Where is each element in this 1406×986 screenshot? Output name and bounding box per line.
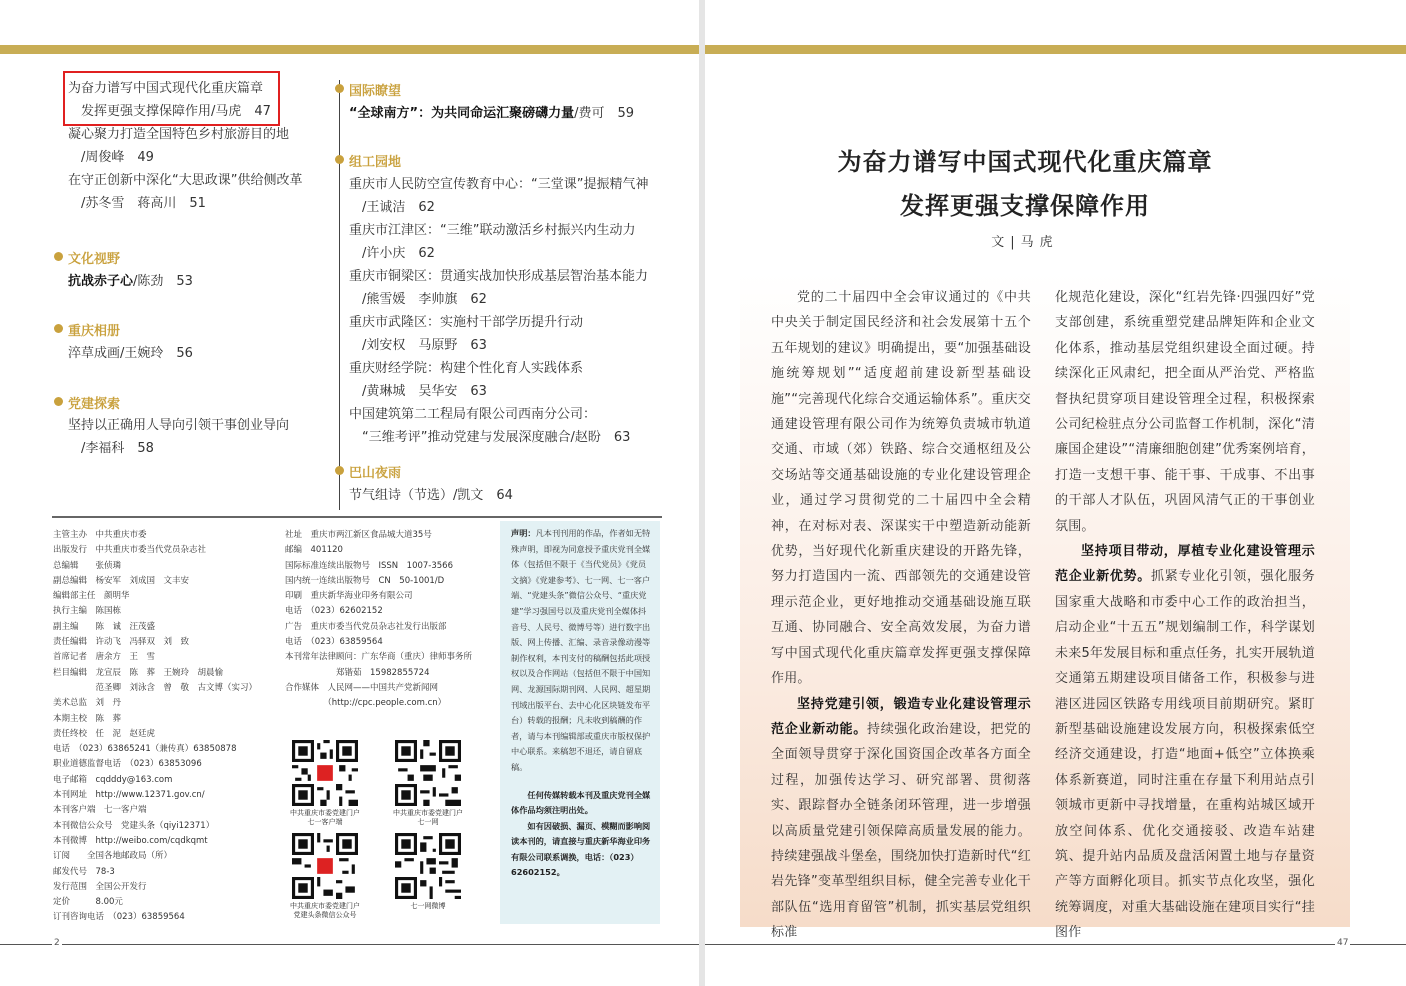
section-title-bashan: 巴山夜雨 xyxy=(349,466,402,481)
toc-item[interactable] xyxy=(68,414,289,460)
left-page xyxy=(0,0,699,986)
section-title-album: 重庆相册 xyxy=(68,324,121,339)
toc-item-author: /李福科 58 xyxy=(68,441,154,456)
toc-line[interactable]: “三维考评”推动党建与发展深度融合/赵盼 63 xyxy=(349,430,631,445)
toc-line[interactable]: 中国建筑第二工程局有限公司西南分公司： xyxy=(349,407,597,422)
declaration-label: 声明： xyxy=(511,528,536,538)
article-byline: 文|马虎 xyxy=(991,235,1059,250)
qr-code-icon[interactable] xyxy=(395,740,461,806)
section-title-culture: 文化视野 xyxy=(68,252,121,267)
toc-item-title: 在守正创新中深化“大思政课”供给侧改革 xyxy=(68,173,303,188)
toc-line[interactable]: 重庆市江津区：“三维”联动激活乡村振兴内生动力 xyxy=(349,223,636,238)
toc-item[interactable] xyxy=(68,169,302,215)
toc-line[interactable]: /刘安权 马原野 63 xyxy=(349,338,487,353)
toc-item[interactable] xyxy=(349,102,634,125)
section-title-organization: 组工园地 xyxy=(349,155,402,170)
page-number: 47 xyxy=(1337,938,1349,948)
article-title-line1: 为奋力谱写中国式现代化重庆篇章 xyxy=(837,148,1213,176)
qr-code-icon[interactable] xyxy=(292,740,358,806)
section-title-party: 党建探索 xyxy=(68,397,121,412)
article-title-line2: 发挥更强支撑保障作用 xyxy=(900,192,1150,220)
toc-item-title: 淬草成画/王婉玲 56 xyxy=(68,346,193,361)
replacement-note: 如有因破损、漏页、模糊而影响阅读本刊的，请直接与重庆新华海业印务有限公司联系调换，电话：（023）62602152。 xyxy=(511,820,651,878)
toc-item-title: 抗战赤子心 xyxy=(68,274,134,289)
section-title-international: 国际瞭望 xyxy=(349,84,402,99)
toc-line[interactable]: /王诚洁 62 xyxy=(349,200,435,215)
toc-item[interactable] xyxy=(68,342,193,365)
right-gold-bar xyxy=(705,45,1406,54)
toc-divider xyxy=(339,80,340,510)
declaration-text: 凡本刊刊用的作品，作者如无特殊声明，即视为同意授予重庆党刊全媒体（包括但不限于《当代党员》《党员文摘》《党建参考》、七一网、七一客户端、“党建头条”微信公众号、“重庆党建”学习强国号以及重庆党刊全媒体抖音号、人民号、微博号等）进行数字出版、网上传播、汇编、录音录像动漫等制作权利，本刊支付的稿酬包括此项授权以及合作网站（包括但不限于中国知网、龙源国际期刊网、人民网、超星期刊域出版平台、去中心化区块链发布平台）转载的报酬；凡未收到稿酬的作者，请与本刊编辑部或重庆市版权保护中心联系。来稿恕不退还，请自留底稿。 xyxy=(511,528,651,772)
toc-line[interactable]: 重庆市武隆区：实施村干部学历提升行动 xyxy=(349,315,584,330)
toc-item[interactable] xyxy=(68,270,193,293)
toc-list-organization xyxy=(349,173,648,449)
qr-caption: 中共重庆市委党建门户 七一网 xyxy=(393,809,463,826)
qr-caption: 中共重庆市委党建门户 七一客户端 xyxy=(290,809,360,826)
toc-line[interactable]: /黄琳城 吴华安 63 xyxy=(349,384,487,399)
toc-line[interactable]: 重庆财经学院：构建个性化育人实践体系 xyxy=(349,361,584,376)
section-bullet-icon xyxy=(54,397,63,406)
toc-item[interactable] xyxy=(349,484,513,507)
qr-code-icon[interactable] xyxy=(292,833,358,899)
qr-caption: 七一网微博 xyxy=(410,902,446,910)
toc-item-title: 坚持以正确用人导向引领干事创业导向 xyxy=(68,418,290,433)
toc-item-author: /周俊峰 49 xyxy=(68,150,154,165)
masthead-info: 主管主办 中共重庆市委 出版发行 中共重庆市委当代党员杂志社 总编辑 张侦璘 副总编辑 杨安军 刘成国 文丰安 编辑部主任 颜明华 执行主编 陈国栋 副主编 陈 诚 汪茂盛 责任编辑 许动飞 冯驿双 刘 致 首席记者 唐余方 王 雪 栏目编辑 龙宣辰 陈 葬 王婉玲 胡晨愉 范圣卿 刘泳含 曾 敬 古文博（实习） 美术总监 刘 丹 本期主校 陈 葬 责任终校 任 泥 赵廷虎 电话 （023）63865241（兼传真）63850878 职业道德监督电话 （023）63853096 电子邮箱 cqdddy@163.com 本刊网址 http://www.12371.gov.cn/ 本刊客户端 七一客户端 本刊微信公众号 党建头条（qiyi12371） 本刊微博 http://weibo.com/cqdkqmt 订阅 全国各地邮政局（所） 邮发代号 78-3 发行范围 全国公开发行 定价 8.00元 订刊咨询电话 （023）63859564 xyxy=(53,530,258,923)
toc-line[interactable]: /许小庆 62 xyxy=(349,246,435,261)
toc-item-title: 节气组诗（节选）/凯文 64 xyxy=(349,488,513,503)
qr-caption: 中共重庆市委党建门户 党建头条微信公众号 xyxy=(290,902,360,919)
toc-item[interactable] xyxy=(68,123,302,169)
toc-item-author: /陈劲 53 xyxy=(133,274,193,289)
toc-line[interactable]: /熊雪媛 李帅旗 62 xyxy=(349,292,487,307)
copyright-declaration xyxy=(500,521,660,924)
left-gold-bar xyxy=(0,45,699,54)
publisher-info: 社址 重庆市两江新区食品城大道35号 邮编 401120 国际标准连续出版物号 ISSN 1007-3566 国内统一连续出版物号 CN 50-1001/D 印刷 重庆新华海业印务有限公司 电话 （023）62602152 广告 重庆市委当代党员杂志社发行出版部 电话 （023）63859564 本刊常年法律顾问：广东华商（重庆）律师事务所 郑锴茹 15982855724 合作媒体 人民网——中国共产党新闻网 （http://cpc.people.com.cn） xyxy=(285,530,473,709)
toc-item-title: 凝心聚力打造全国特色乡村旅游目的地 xyxy=(68,127,290,142)
toc-line[interactable]: 重庆市人民防空宣传教育中心：“三堂课”提振精气神 xyxy=(349,177,649,192)
toc-item-title: “全球南方”：为共同命运汇聚磅礴力量 xyxy=(349,106,575,121)
article-column-2 xyxy=(1055,285,1315,946)
section-bullet-icon xyxy=(335,155,344,164)
footer-rule xyxy=(0,944,699,945)
toc-item-title: 为奋力谱写中国式现代化重庆篇章 xyxy=(68,81,264,96)
article-paragraph: 坚持党建引领，锻造专业化建设管理示范企业新动能。持续强化政治建设，把党的全面领导贯穿于深化国资国企改革各方面全过程，加强传达学习、研究部署、贯彻落实、跟踪督办全链条闭环管理，进一步增强以高质量党建引领保障高质量发展的能力。持续建强战斗堡垒，围绕加快打造新时代“红岩先锋”变革型组织目标，健全完善专业化干部队伍“选用育留管”机制，抓实基层党组织标准 xyxy=(771,696,1031,941)
reprint-note: 任何传媒转载本刊及重庆党刊全媒体作品均须注明出处。 xyxy=(511,789,651,816)
masthead-rule xyxy=(52,516,662,518)
article-column-1 xyxy=(771,285,1031,946)
toc-item-author: 发挥更强支撑保障作用/马虎 47 xyxy=(68,104,271,119)
highlight-box xyxy=(63,71,280,126)
section-bullet-icon xyxy=(335,466,344,475)
article-paragraph: 化规范化建设，深化“红岩先锋·四强四好”党支部创建，系统重塑党建品牌矩阵和企业文化体系，推动基层党组织建设全面过硬。持续深化正风肃纪，把全面从严治党、严格监督执纪贯穿项目建设管理全过程，积极探索公司纪检驻点分公司监督工作机制，深化“清廉国企建设”“清廉细胞创建”优秀案例培育，打造一支想干事、能干事、干成事、不出事的干部人才队伍，巩固风清气正的干事创业氛围。 xyxy=(1055,290,1315,534)
toc-line[interactable]: 重庆市铜梁区：贯通实战加快形成基层智治基本能力 xyxy=(349,269,649,284)
toc-item-author: /苏冬雪 蒋高川 51 xyxy=(68,196,206,211)
qr-code-icon[interactable] xyxy=(395,833,461,899)
article-paragraph: 党的二十届四中全会审议通过的《中共中央关于制定国民经济和社会发展第十五个五年规划的建议》明确提出，要“加强基础设施统筹规划”“适度超前建设新型基础设施”“完善现代化综合交通运输体系”。重庆交通建设管理有限公司作为统筹负责城市轨道交通、市域（郊）铁路、综合交通枢纽及公交场站等交通基础设施的专业化建设管理企业，通过学习贯彻党的二十届四中全会精神，在对标对表、深谋实干中塑造新动能新优势，当好现代化新重庆建设的开路先锋，努力打造国内一流、西部领先的交通建设管理示范企业，更好地推动交通基础设施互联互通、协同融合、安全高效发展，为奋力谱写中国式现代化重庆篇章发挥更强支撑保障作用。 xyxy=(771,290,1031,687)
article-paragraph: 坚持项目带动，厚植专业化建设管理示范企业新优势。抓紧专业化引领，强化服务国家重大战略和市委中心工作的政治担当，启动企业“十五五”规划编制工作，科学谋划未来5年发展目标和重点任务，扎实开展轨道交通第五期建设项目储备工作，积极参与进港区进园区铁路专用线项目前期研究。紧盯新型基础设施建设发展方向，积极探索低空经济交通建设，打造“地面+低空”立体换乘体系新赛道，同时注重在存量下利用站点引领城市更新中寻找增量，在重构站城区域开放空间体系、优化交通接驳、改造车站建筑、提升站内品质及盘活闲置土地与存量资产等方面孵化项目。抓实节点化攻坚，强化统筹调度，对重大基础设施在建项目实行“挂图作 xyxy=(1055,544,1315,941)
toc-item-author: /费可 59 xyxy=(574,106,635,121)
section-bullet-icon xyxy=(335,84,344,93)
section-bullet-icon xyxy=(54,252,63,261)
page-number: 2 xyxy=(54,938,60,948)
section-bullet-icon xyxy=(54,324,63,333)
